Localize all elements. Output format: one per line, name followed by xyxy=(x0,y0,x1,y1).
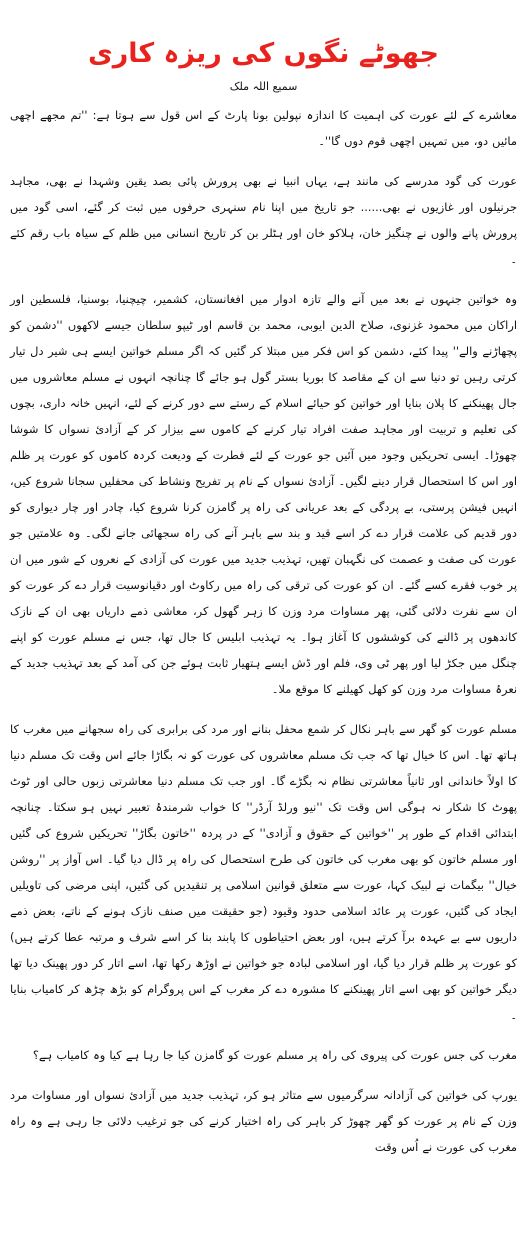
paragraph-4: مسلم عورت کو گھر سے باہر نکال کر شمع محفل بنانے اور مرد کی برابری کی راہ سجھانے میں مغرب کا ہاتھ تھا۔ اس کا خیال تھا کہ جب تک مسلم معاشروں کی عورت کو نہ بگاڑا جائے اس وقت تک مسلم دنیا کا اولاً خاندانی اور ثانیاً معاشرتی نظام نہ بگڑے گا۔ اور جب تک مسلم دنیا معاشرتی زبوں حالی اور ٹوٹ پھوٹ کا شکار نہ ہوگی اس وقت تک ''نیو ورلڈ آرڈر'' کا خواب شرمندۂ تعبیر نہیں ہو سکتا۔ چنانچہ ابتدائی اقدام کے طور پر ''خواتین کے حقوق و آزادی'' کے در پردہ ''خاتون بگاڑ'' تحریکیں شروع کی گئیں اور مسلم خاتون کو بھی مغرب کی خاتون کی طرح استحصال کی راہ پر ڈال دیا گیا۔ اس آواز پر ''روشن خیال'' بیگمات نے لبیک کہا، عورت سے متعلق قوانین اسلامی پر تنقیدیں کی گئیں، اپنی مرضی کی تاویلیں ایجاد کی گئیں، عورت پر عائد اسلامی حدود وقیود (جو حقیقت میں صنف نازک ہونے کے ناتے، بعض ذمے داریوں سے بے عہدہ برآ کرتے ہیں، اور بعض احتیاطوں کا پابند بنا کر اسے شرف و مرتبہ عطا کرتے ہیں) کو عورت پر ظلم قرار دیا گیا، اور اسلامی لبادہ جو خواتین نے اوڑھ رکھا تھا، اسے اتار کر دور پھینک دیا تھا دیگر خواتین کو بھی اسے اتار پھینکنے کا مشورہ دے کر مغرب کے اس پروگرام کو بڑھ چڑھ کر کامیاب بنایا ۔ xyxy=(10,722,517,1022)
paragraph-5: مغرب کی جس عورت کی پیروی کی راہ پر مسلم عورت کو گامزن کیا جا رہا ہے کیا وہ کامیاب ہے؟ xyxy=(32,1048,517,1062)
paragraph-2: عورت کی گود مدرسے کی مانند ہے، یہاں انبیا نے بھی پرورش پائی بصد یقین وشہدا نے بھی، مجاہد جرنیلوں اور غازیوں نے بھی...... جو تاریخ میں اپنا نام سنہری حرفوں میں ثبت کر گئے، اسی گود میں پرورش پانے والوں نے چنگیز خان، ہلاکو خان اور ہٹلر بن کر تاریخ انسانی میں ظلم کے سیاہ باب رقم کئے ۔ xyxy=(10,174,517,266)
paragraph-1: معاشرے کے لئے عورت کی اہمیت کا اندازہ نپولین بونا پارٹ کے اس قول سے ہوتا ہے: ''تم مجھے اچھی مائیں دو، میں تمہیں اچھی قوم دوں گا''۔ xyxy=(10,108,517,148)
paragraph-3: وہ خواتین جنہوں نے بعد میں آنے والے تازہ ادوار میں افغانستان، کشمیر، چیچنیا، بوسنیا، فلسطین اور اراکان میں محمود غزنوی، صلاح الدین ایوبی، محمد بن قاسم اور ٹیپو سلطان جیسے لاکھوں ''دشمن کو پچھاڑنے والے'' پیدا کئے، دشمن کو اس فکر میں مبتلا کر گئیں کہ اگر مسلم خواتین ایسے ہی شیر دل تیار کرتی رہیں تو دنیا سے ان کے مقاصد کا بوریا بستر گول ہو جائے گا چنانچہ انہوں نے مسلم معاشروں میں جال پھینکنے کا پلان بنایا اور خواتین کو حیائے اسلام کے رستے سے دور کرنے کے لئے، انہیں خانہ داری، بچوں کی تعلیم و تربیت اور مجاہد صفت افراد تیار کرنے کے کاموں سے بیزار کر کے آزادیٔ نسواں کا شوشا چھوڑا۔ ایسی تحریکیں وجود میں آئیں جو عورت کے لئے فطرت کے ودیعت کردہ کاموں کو عورت پر ظلم اور اس کا استحصال قرار دینے لگیں۔ آزادیٔ نسواں کے نام پر تفریح ونشاط کی محفلیں سجانا شروع کیں، انہیں فیشن پرستی، بے پردگی کے بعد عریانی کی راہ پر گامزن کرنا شروع کیا، چادر اور چار دیواری کو دور قدیم کی علامت قرار دے کر اسے قید و بند سے باہر آنے کی راہ سجھائی جانے لگی۔ وہ علامتیں جو عورت کی صفت و عصمت کی نگہبان تھیں، تہذیب جدید میں عورت کی آزادی کے نعروں کے شور میں ان پر خوب فقرے کسے گئے۔ ان کو عورت کی ترقی کی راہ میں رکاوٹ اور دقیانوسیت قرار دے کر عورت کو ان سے نفرت دلائی گئی، پھر مساوات مرد وزن کا زہر گھول کر، معاشی ذمے داریاں بھی ان کے نازک کاندھوں پر ڈالنے کی کوششوں کا آغاز ہوا۔ یہ تہذیب ابلیس کا جال تھا، جس نے مسلم عورت کو اپنے چنگل میں جکڑ لیا اور پھر ٹی وی، فلم اور ڈش ایسے ہتھیار ثابت ہوئے جن کی آمد کے بعد تہذیب جدید کے نعرۂ مساوات مرد وزن کو کھل کھیلنے کا موقع ملا۔ xyxy=(10,292,517,696)
paragraph-6: یورپ کی خواتین کی آزادانہ سرگرمیوں سے متاثر ہو کر، تہذیب جدید میں آزادیٔ نسواں اور مساوات مرد وزن کے نام پر عورت کو گھر چھوڑ کر باہر کی راہ اختیار کرنے کی جو ترغیب دلائی جا رہی ہے وہ راہ مغرب کی عورت نے اُس وقت xyxy=(10,1088,517,1154)
author-name: سمیع اللہ ملک xyxy=(229,80,298,93)
article-title: جھوٹے نگوں کی ریزہ کاری xyxy=(87,38,440,69)
